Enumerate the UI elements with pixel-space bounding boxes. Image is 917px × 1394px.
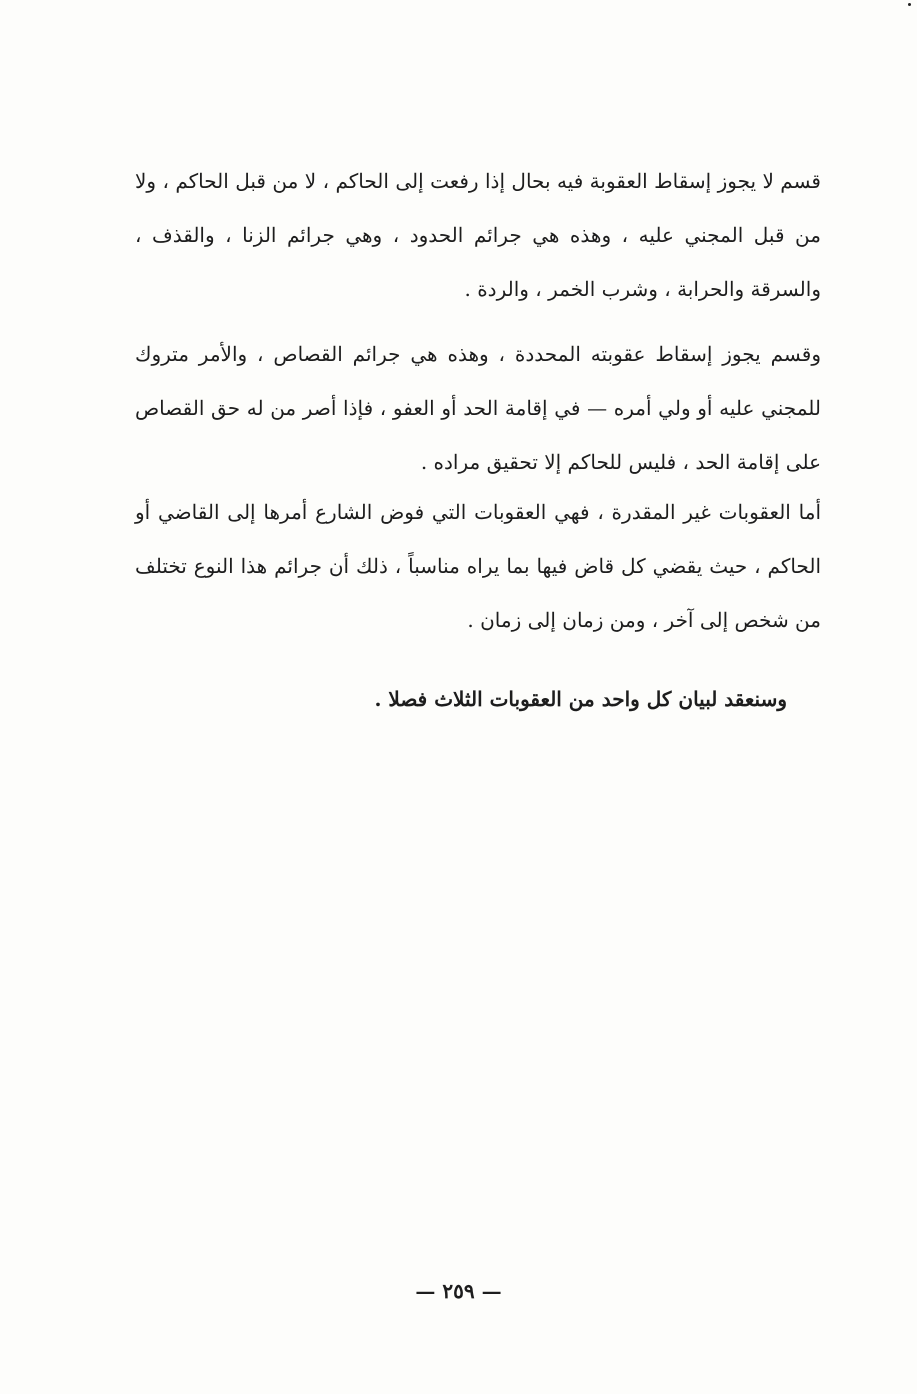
closing-sentence: وسنعقد لبيان كل واحد من العقوبات الثلاث فصلا .	[374, 687, 787, 711]
paragraph-qisas: وقسم يجوز إسقاط عقوبته المحددة ، وهذه هي جرائم القصاص ، والأمر متروك للمجني عليه أو ولي أمره — في إقامة الحد أو العفو ، فإذا أصر من له حق القصاص على إقامة الحد ، فليس للحاكم إلا تحقيق مراده .	[135, 342, 821, 474]
page-number: — ٢٥٩ —	[415, 1279, 502, 1303]
paragraph-tazir: أما العقوبات غير المقدرة ، فهي العقوبات التي فوض الشارع أمرها إلى القاضي أو الحاكم ، حيث يقضي كل قاض فيها بما يراه مناسباً ، ذلك أن جرائم هذا النوع تختلف من شخص إلى آخر ، ومن زمان إلى زمان .	[135, 500, 821, 632]
paragraph-hudud: قسم لا يجوز إسقاط العقوبة فيه بحال إذا رفعت إلى الحاكم ، لا من قبل الحاكم ، ولا من قبل المجني عليه ، وهذه هي جرائم الحدود ، وهي جرائم الزنا ، والقذف ، والسرقة والحرابة ، وشرب الخمر ، والردة .	[135, 169, 821, 301]
scan-speck	[908, 3, 911, 6]
